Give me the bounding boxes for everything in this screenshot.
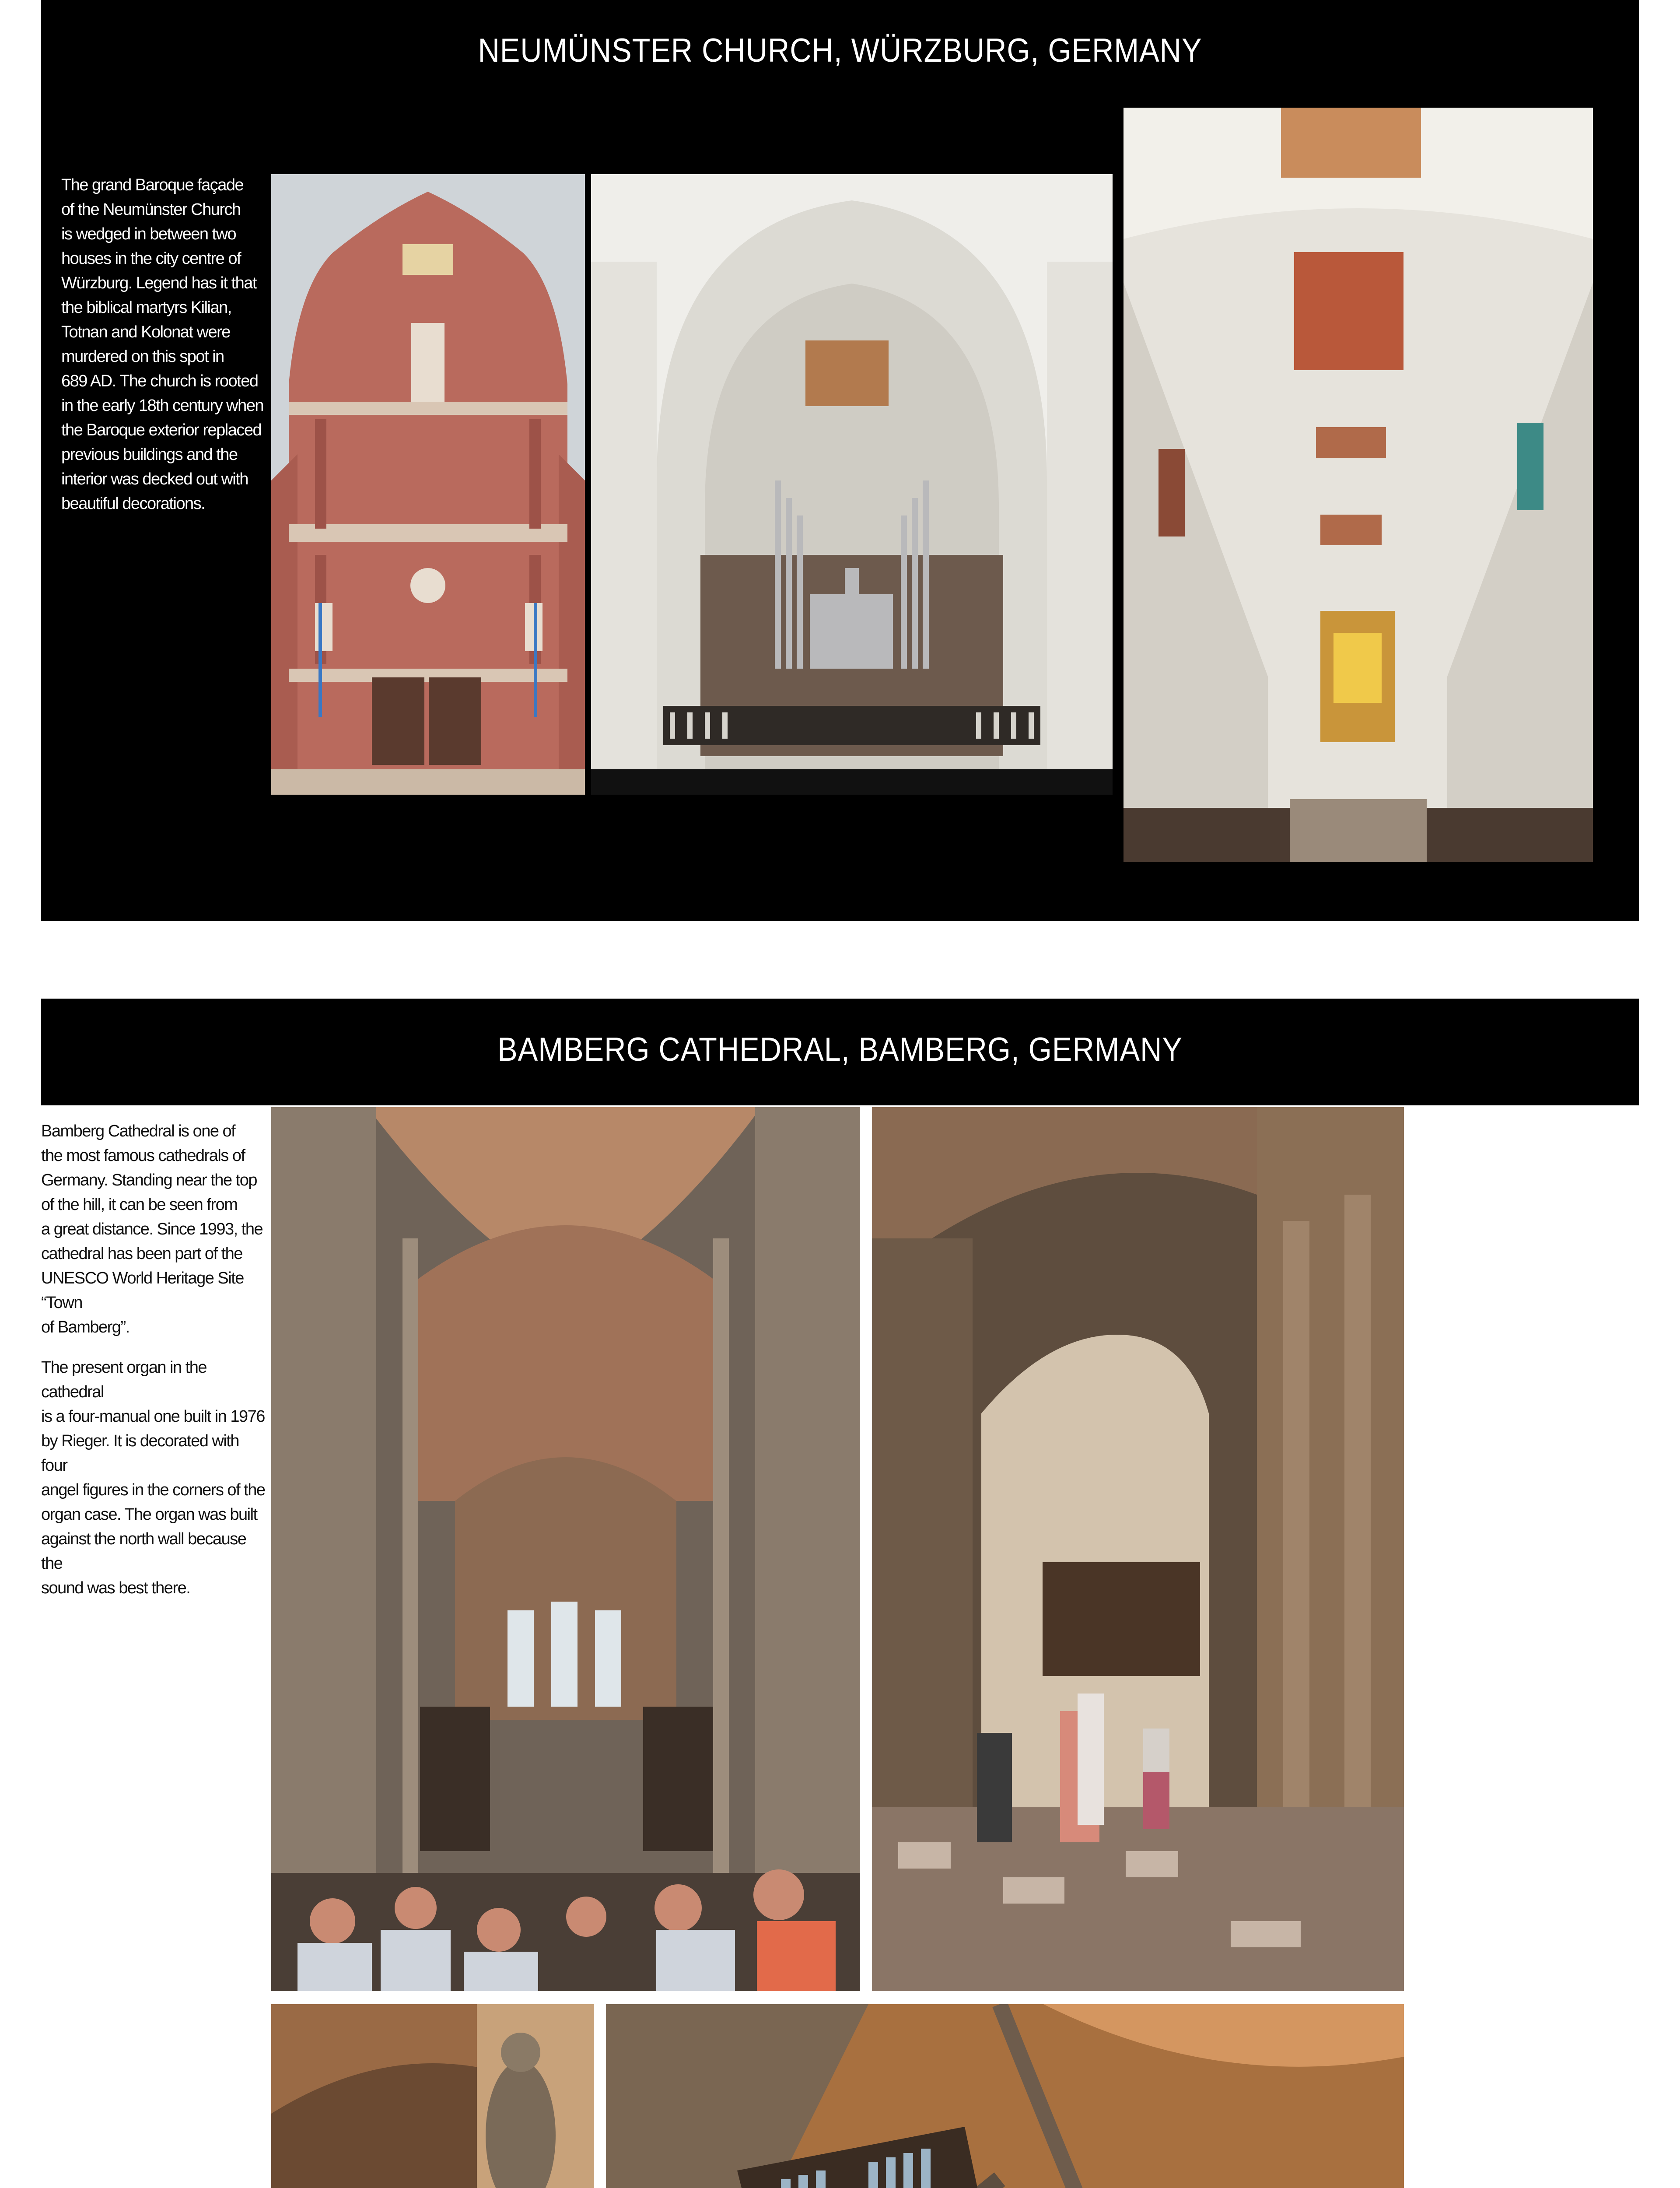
neumunster-organ-photo xyxy=(591,174,1113,795)
bamberg-organ-vault-photo xyxy=(606,2004,1404,2188)
bamberg-description-history: Bamberg Cathedral is one of the most famous cathedrals of Germany. Standing near the top of the hill, it can be seen from a great distance. Since 1993, the cathedral has been part of the UNESCO World Heritage Site “Town of Bamberg”. xyxy=(41,1122,263,1336)
bamberg-title: BAMBERG CATHEDRAL, BAMBERG, GERMANY xyxy=(497,1031,1183,1068)
bamberg-description-organ: The present organ in the cathedral is a four-manual one built in 1976 by Rieger. It is decorated with four angel figures in the corners of the organ case. The organ was built against the north wall because the sound was best there. xyxy=(41,1358,265,1597)
neumunster-nave-photo xyxy=(1124,108,1593,862)
bamberg-side-aisle-photo xyxy=(872,1107,1404,1991)
neumunster-title: NEUMÜNSTER CHURCH, WÜRZBURG, GERMANY xyxy=(478,32,1202,69)
bamberg-organ-statue-photo xyxy=(271,2004,594,2188)
neumunster-description: The grand Baroque façade of the Neumünster Church is wedged in between two houses in the city centre of Würzburg. Legend has it that the biblical martyrs Kilian, Totnan and Kolonat were murdered on this spot in 689 AD. The church is rooted in the early 18th century when the Baroque exterior replaced previous buildings and the interior was decked out with beautiful decorations. xyxy=(61,176,263,513)
neumunster-facade-photo xyxy=(271,174,585,795)
bamberg-nave-crowd-photo xyxy=(271,1107,860,1991)
